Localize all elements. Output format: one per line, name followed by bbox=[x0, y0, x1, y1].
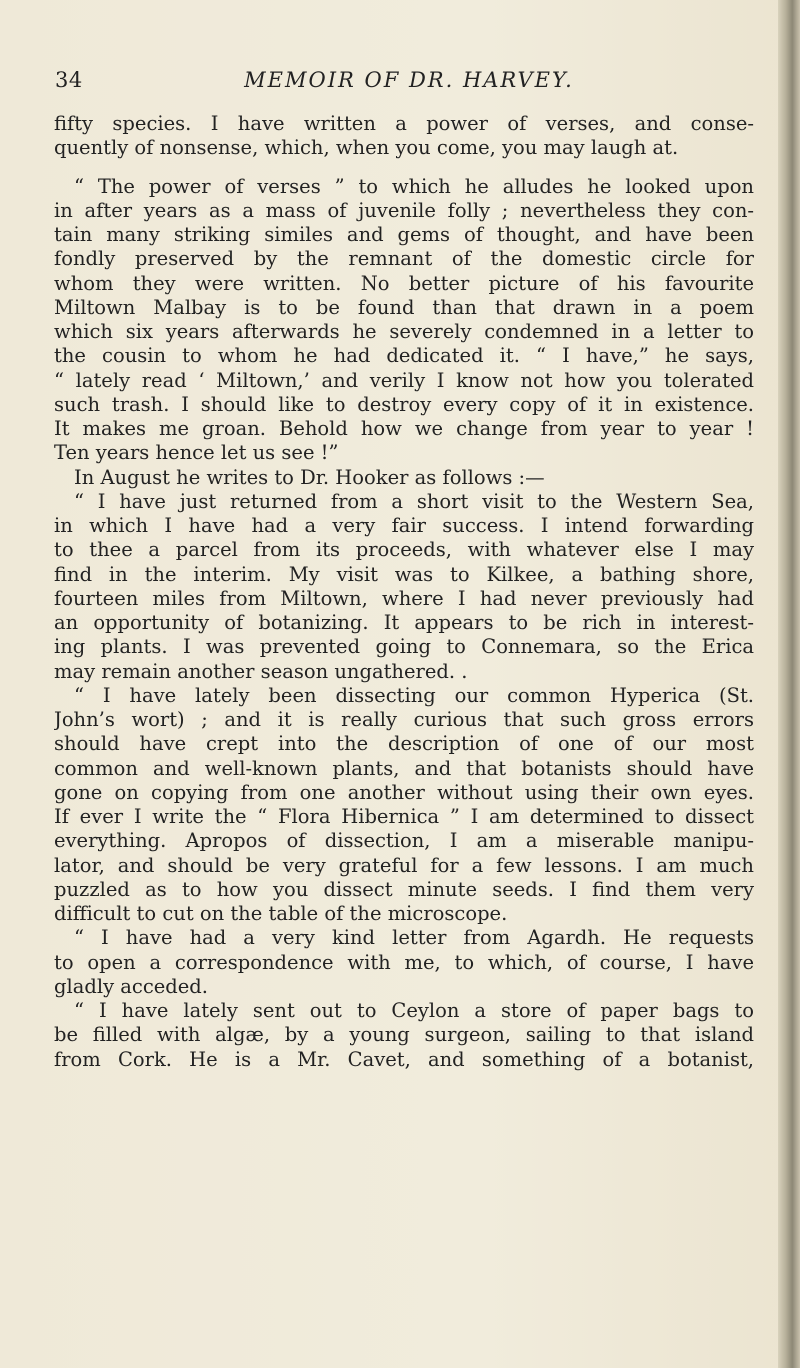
text-line: difficult to cut on the table of the microscope. bbox=[54, 902, 508, 925]
text-line: gone on copying from one another without using their own eyes. bbox=[54, 780, 754, 804]
page-binding-edge bbox=[778, 0, 800, 1368]
text-line: “ I have had a very kind letter from Agardh. He requests bbox=[74, 926, 754, 950]
text-line: If ever I write the “ Flora Hibernica ” I am determined to dissect bbox=[54, 805, 754, 828]
text-line: ing plants. I was prevented going to Connemara, so the Erica bbox=[54, 635, 754, 659]
text-line: fourteen miles from Miltown, where I had never previously had bbox=[54, 586, 754, 610]
running-head: MEMOIR OF DR. HARVEY. bbox=[244, 68, 574, 92]
body-text bbox=[54, 112, 754, 1072]
text-line: whom they were written. No better picture of his favourite bbox=[54, 271, 754, 295]
text-line: should have crept into the description of one of our most bbox=[54, 732, 754, 756]
text-line: fondly preserved by the remnant of the domestic circle for bbox=[54, 247, 754, 271]
text-line: everything. Apropos of dissection, I am a miserable manipu- bbox=[54, 829, 754, 853]
text-line: from Cork. He is a Mr. Cavet, and something of a botanist, bbox=[54, 1047, 754, 1071]
text-line: gladly acceded. bbox=[54, 974, 208, 998]
text-line: in after years as a mass of juvenile folly ; nevertheless they con- bbox=[54, 198, 754, 222]
text-line: be filled with algæ, by a young surgeon, sailing to that island bbox=[54, 1023, 754, 1047]
text-line: Miltown Malbay is to be found than that drawn in a poem bbox=[54, 295, 754, 319]
text-line: “ I have lately been dissecting our common Hyperica (St. bbox=[74, 683, 754, 707]
text-line: puzzled as to how you dissect minute seeds. I find them very bbox=[54, 877, 754, 901]
page-header bbox=[55, 68, 745, 102]
text-line: “ The power of verses ” to which he alludes he looked upon bbox=[74, 174, 754, 198]
text-line: In August he writes to Dr. Hooker as follows :— bbox=[74, 465, 545, 489]
text-line: “ lately read ‘ Miltown,’ and verily I know not how you tolerated bbox=[54, 368, 754, 392]
text-line: “ I have just returned from a short visit to the Western Sea, bbox=[74, 489, 754, 513]
text-line: in which I have had a very fair success. I intend forwarding bbox=[54, 514, 754, 537]
text-line: It makes me groan. Behold how we change from year to year ! bbox=[54, 417, 754, 440]
text-line: tain many striking similes and gems of thought, and have been bbox=[54, 223, 754, 246]
text-line: “ I have lately sent out to Ceylon a store of paper bags to bbox=[74, 999, 754, 1022]
text-line: quently of nonsense, which, when you come, you may laugh at. bbox=[54, 136, 679, 160]
paragraph-gap bbox=[54, 161, 754, 175]
text-line: to open a correspondence with me, to which, of course, I have bbox=[54, 950, 754, 974]
text-line: such trash. I should like to destroy every copy of it in existence. bbox=[54, 392, 754, 416]
text-line: Ten years hence let us see !” bbox=[54, 441, 339, 465]
text-line: which six years afterwards he severely condemned in a letter to bbox=[54, 320, 754, 343]
text-line: may remain another season ungathered. . bbox=[54, 659, 468, 683]
text-line: lator, and should be very grateful for a few lessons. I am much bbox=[54, 853, 754, 877]
text-line: an opportunity of botanizing. It appears to be rich in interest- bbox=[54, 611, 754, 634]
text-line: fifty species. I have written a power of verses, and conse- bbox=[54, 112, 754, 135]
page-number: 34 bbox=[55, 68, 83, 92]
text-line: common and well-known plants, and that botanists should have bbox=[54, 756, 754, 780]
text-line: John’s wort) ; and it is really curious that such gross errors bbox=[54, 708, 754, 731]
text-line: find in the interim. My visit was to Kilkee, a bathing shore, bbox=[54, 562, 754, 586]
text-line: the cousin to whom he had dedicated it. “ I have,” he says, bbox=[54, 344, 754, 368]
text-line: to thee a parcel from its proceeds, with whatever else I may bbox=[54, 538, 754, 562]
